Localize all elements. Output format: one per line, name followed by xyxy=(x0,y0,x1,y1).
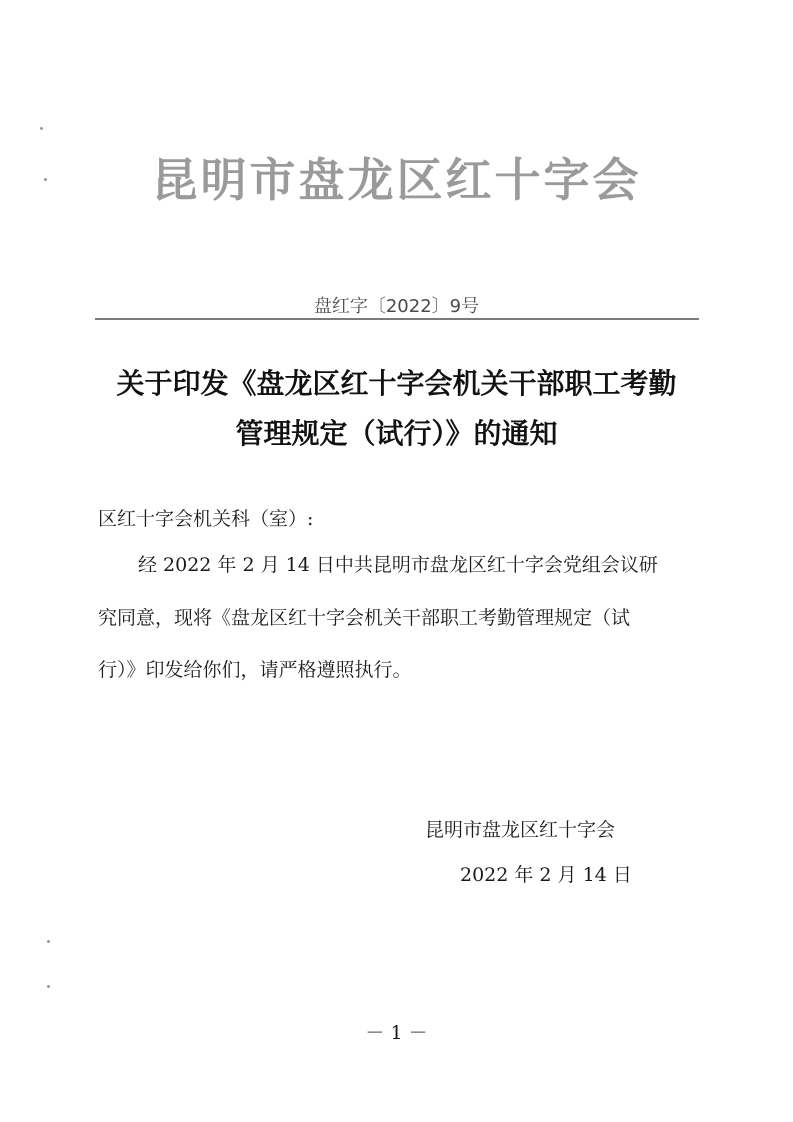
scan-speck xyxy=(47,985,50,988)
scan-speck xyxy=(40,127,43,130)
scan-speck xyxy=(44,178,47,181)
document-number: 盘红字〔2022〕9号 xyxy=(313,296,480,317)
page-number: － 1 － xyxy=(365,1022,428,1044)
signature-date: 2022 年 2 月 14 日 xyxy=(460,864,632,886)
body-paragraph-line-1: 经 2022 年 2 月 14 日中共昆明市盘龙区红十字会党组会议研 xyxy=(138,554,658,576)
body-paragraph-line-2: 究同意，现将《盘龙区红十字会机关干部职工考勤管理规定（试 xyxy=(98,607,631,629)
signature-organization: 昆明市盘龙区红十字会 xyxy=(425,819,616,841)
document-title-line-2: 管理规定（试行）》的通知 xyxy=(235,417,558,450)
addressee: 区红十字会机关科（室）: xyxy=(98,508,314,530)
document-title-line-1: 关于印发《盘龙区红十字会机关干部职工考勤 xyxy=(116,367,677,400)
organization-header: 昆明市盘龙区红十字会 xyxy=(151,153,642,207)
body-paragraph-line-3: 行）》印发给你们，请严格遵照执行。 xyxy=(98,659,412,681)
header-divider xyxy=(95,318,699,320)
scan-speck xyxy=(47,940,50,943)
